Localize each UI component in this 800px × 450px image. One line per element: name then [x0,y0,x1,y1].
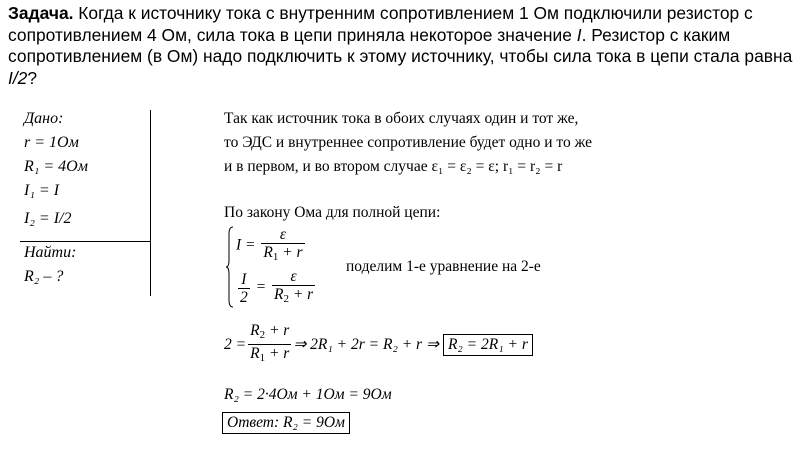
system-brace [226,226,234,308]
find-r2: R₂ – ? [24,268,64,285]
ratio-right: ⇒ 2R₁ + 2r = R₂ + r ⇒ [293,336,439,353]
ratio-equation: 2 = $\frac{R_2 + r}{R_1 + r}$ ⇒ 2R₁ + 2r = R₂ + r ⇒ R₂ = 2R₁ + r [224,322,533,367]
solution-line-2: то ЭДС и внутреннее сопротивление будет одно и то же [224,134,592,151]
problem-text-1: Когда к источнику тока с внутренним сопротивлением 1 Ом подключили резистор с сопротивлением 4 Ом, сила тока в цепи приняла некоторое значение [8,3,753,45]
problem-label: Задача. [8,3,74,23]
equation-2: $\frac{I}{2}$ = $\frac{\varepsilon}{R_2 + r}$ [240,268,314,306]
solution-line-1: Так как источник тока в обоих случаях один и тот же, [224,110,579,127]
boxed-result: R₂ = 2R₁ + r [443,334,533,356]
given-r1: R₁ = 4Ом [24,158,88,175]
answer-box: Ответ: R₂ = 9Ом [222,412,350,434]
given-i1: I₁ = I [24,182,60,199]
compute-line: R₂ = 2·4Ом + 1Ом = 9Ом [224,386,392,403]
equation-1: I = $\frac{\varepsilon}{R_1 + r}$ [236,226,303,263]
solution-line-3: и в первом, и во втором случае ε₁ = ε₂ = ε; r₁ = r₂ = r [224,158,563,175]
problem-text-2: . Резистор с каким сопротивлением (в Ом) надо подключить к этому источнику, чтобы сила тока в цепи стала равна [8,24,793,67]
given-divider [20,241,151,242]
find-header: Найти: [24,244,77,261]
ratio-left: 2 = [224,335,247,353]
divide-note: поделим 1-е уравнение на 2-е [346,258,541,275]
given-i2: I₂ = I/2 [24,210,72,227]
given-separator [150,110,151,296]
given-header: Дано: [24,110,64,127]
current-symbol: I [576,24,582,45]
given-r: r = 1Ом [24,134,79,151]
ohm-law-heading: По закону Ома для полной цепи: [224,204,441,221]
half-current: I/2 [8,67,28,88]
problem-statement [8,3,794,89]
problem-end: ? [27,67,38,88]
